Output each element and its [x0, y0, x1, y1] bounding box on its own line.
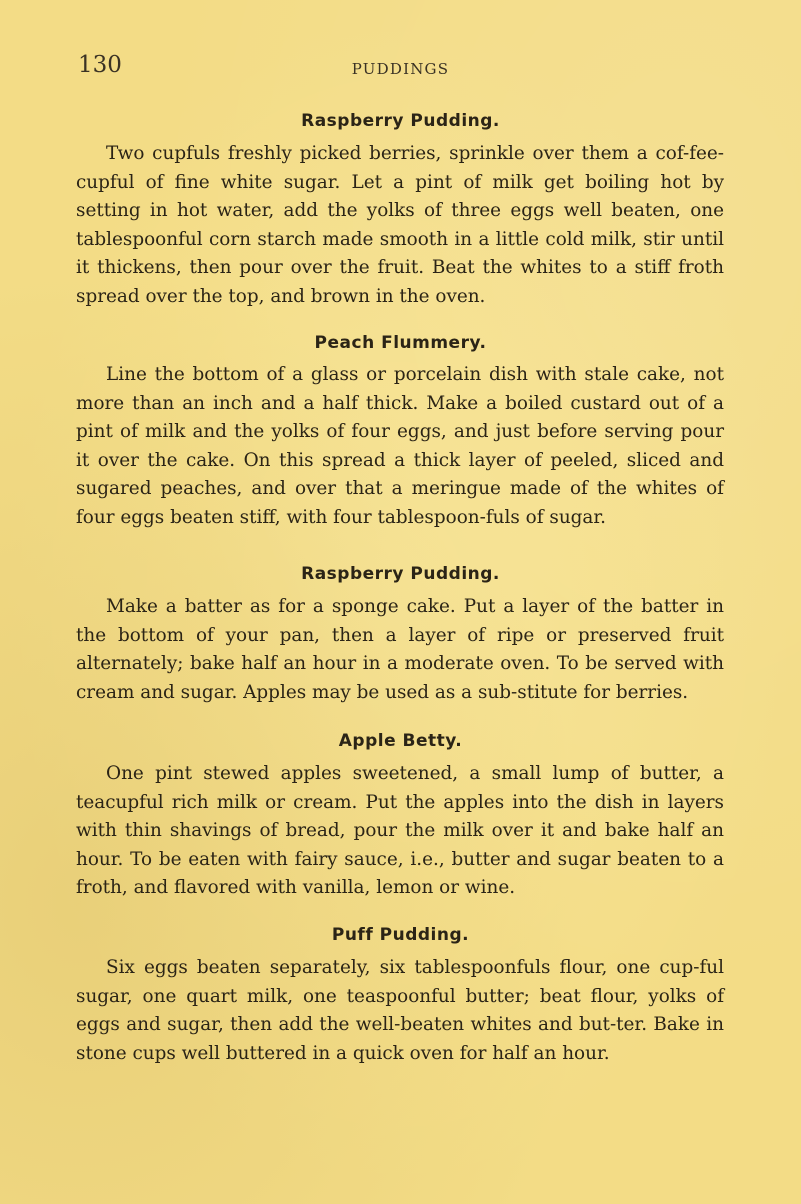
recipe-title-raspberry-pudding-1: Raspberry Pudding. — [301, 111, 500, 131]
recipe-text-apple-betty: One pint stewed apples sweetened, a small lump of butter, a teacupful rich milk or cream. Put the apples into the dish in layers with thin shavings of bread, pour the milk over it and bake half an hour. To be eaten with fairy sauce, i.e., butter and sugar beaten to a froth, and flavored with vanilla, lemon or wine. — [76, 763, 724, 899]
page-number: 130 — [78, 52, 122, 78]
running-head: PUDDINGS — [351, 60, 450, 78]
recipe-title-apple-betty: Apple Betty. — [338, 731, 463, 751]
recipe-title-raspberry-pudding-2: Raspberry Pudding. — [301, 564, 500, 584]
recipe-title-peach-flummery: Peach Flummery. — [314, 333, 487, 353]
recipe-text-puff-pudding: Six eggs beaten separately, six tablespoonfuls flour, one cup-ful sugar, one quart milk, one teaspoonful butter; beat flour, yolks of eggs and sugar, then add the well-beaten whites and but-ter. Bake in stone cups well buttered in a quick oven for half an hour. — [76, 957, 724, 1064]
recipe-text-peach-flummery: Line the bottom of a glass or porcelain dish with stale cake, not more than an inch and a half thick. Make a boiled custard out of a pint of milk and the yolks of four eggs, and just before serving pour it over the cake. On this spread a thick layer of peeled, sliced and sugared peaches, and over that a meringue made of the whites of four eggs beaten stiff, with four tablespoon-fuls of sugar. — [76, 364, 724, 528]
recipe-text-raspberry-pudding-2: Make a batter as for a sponge cake. Put a layer of the batter in the bottom of your pan, then a layer of ripe or preserved fruit alternately; bake half an hour in a moderate oven. To be served with cream and sugar. Apples may be used as a sub-stitute for berries. — [76, 596, 724, 703]
recipe-title-puff-pudding: Puff Pudding. — [331, 925, 470, 945]
recipe-text-raspberry-pudding-1: Two cupfuls freshly picked berries, sprinkle over them a cof-fee-cupful of fine white sugar. Let a pint of milk get boiling hot by setting in hot water, add the yolks of three eggs well beaten, one tablespoonful corn starch made smooth in a little cold milk, stir until it thickens, then pour over the fruit. Beat the whites to a stiff froth spread over the top, and brown in the oven. — [76, 143, 724, 307]
